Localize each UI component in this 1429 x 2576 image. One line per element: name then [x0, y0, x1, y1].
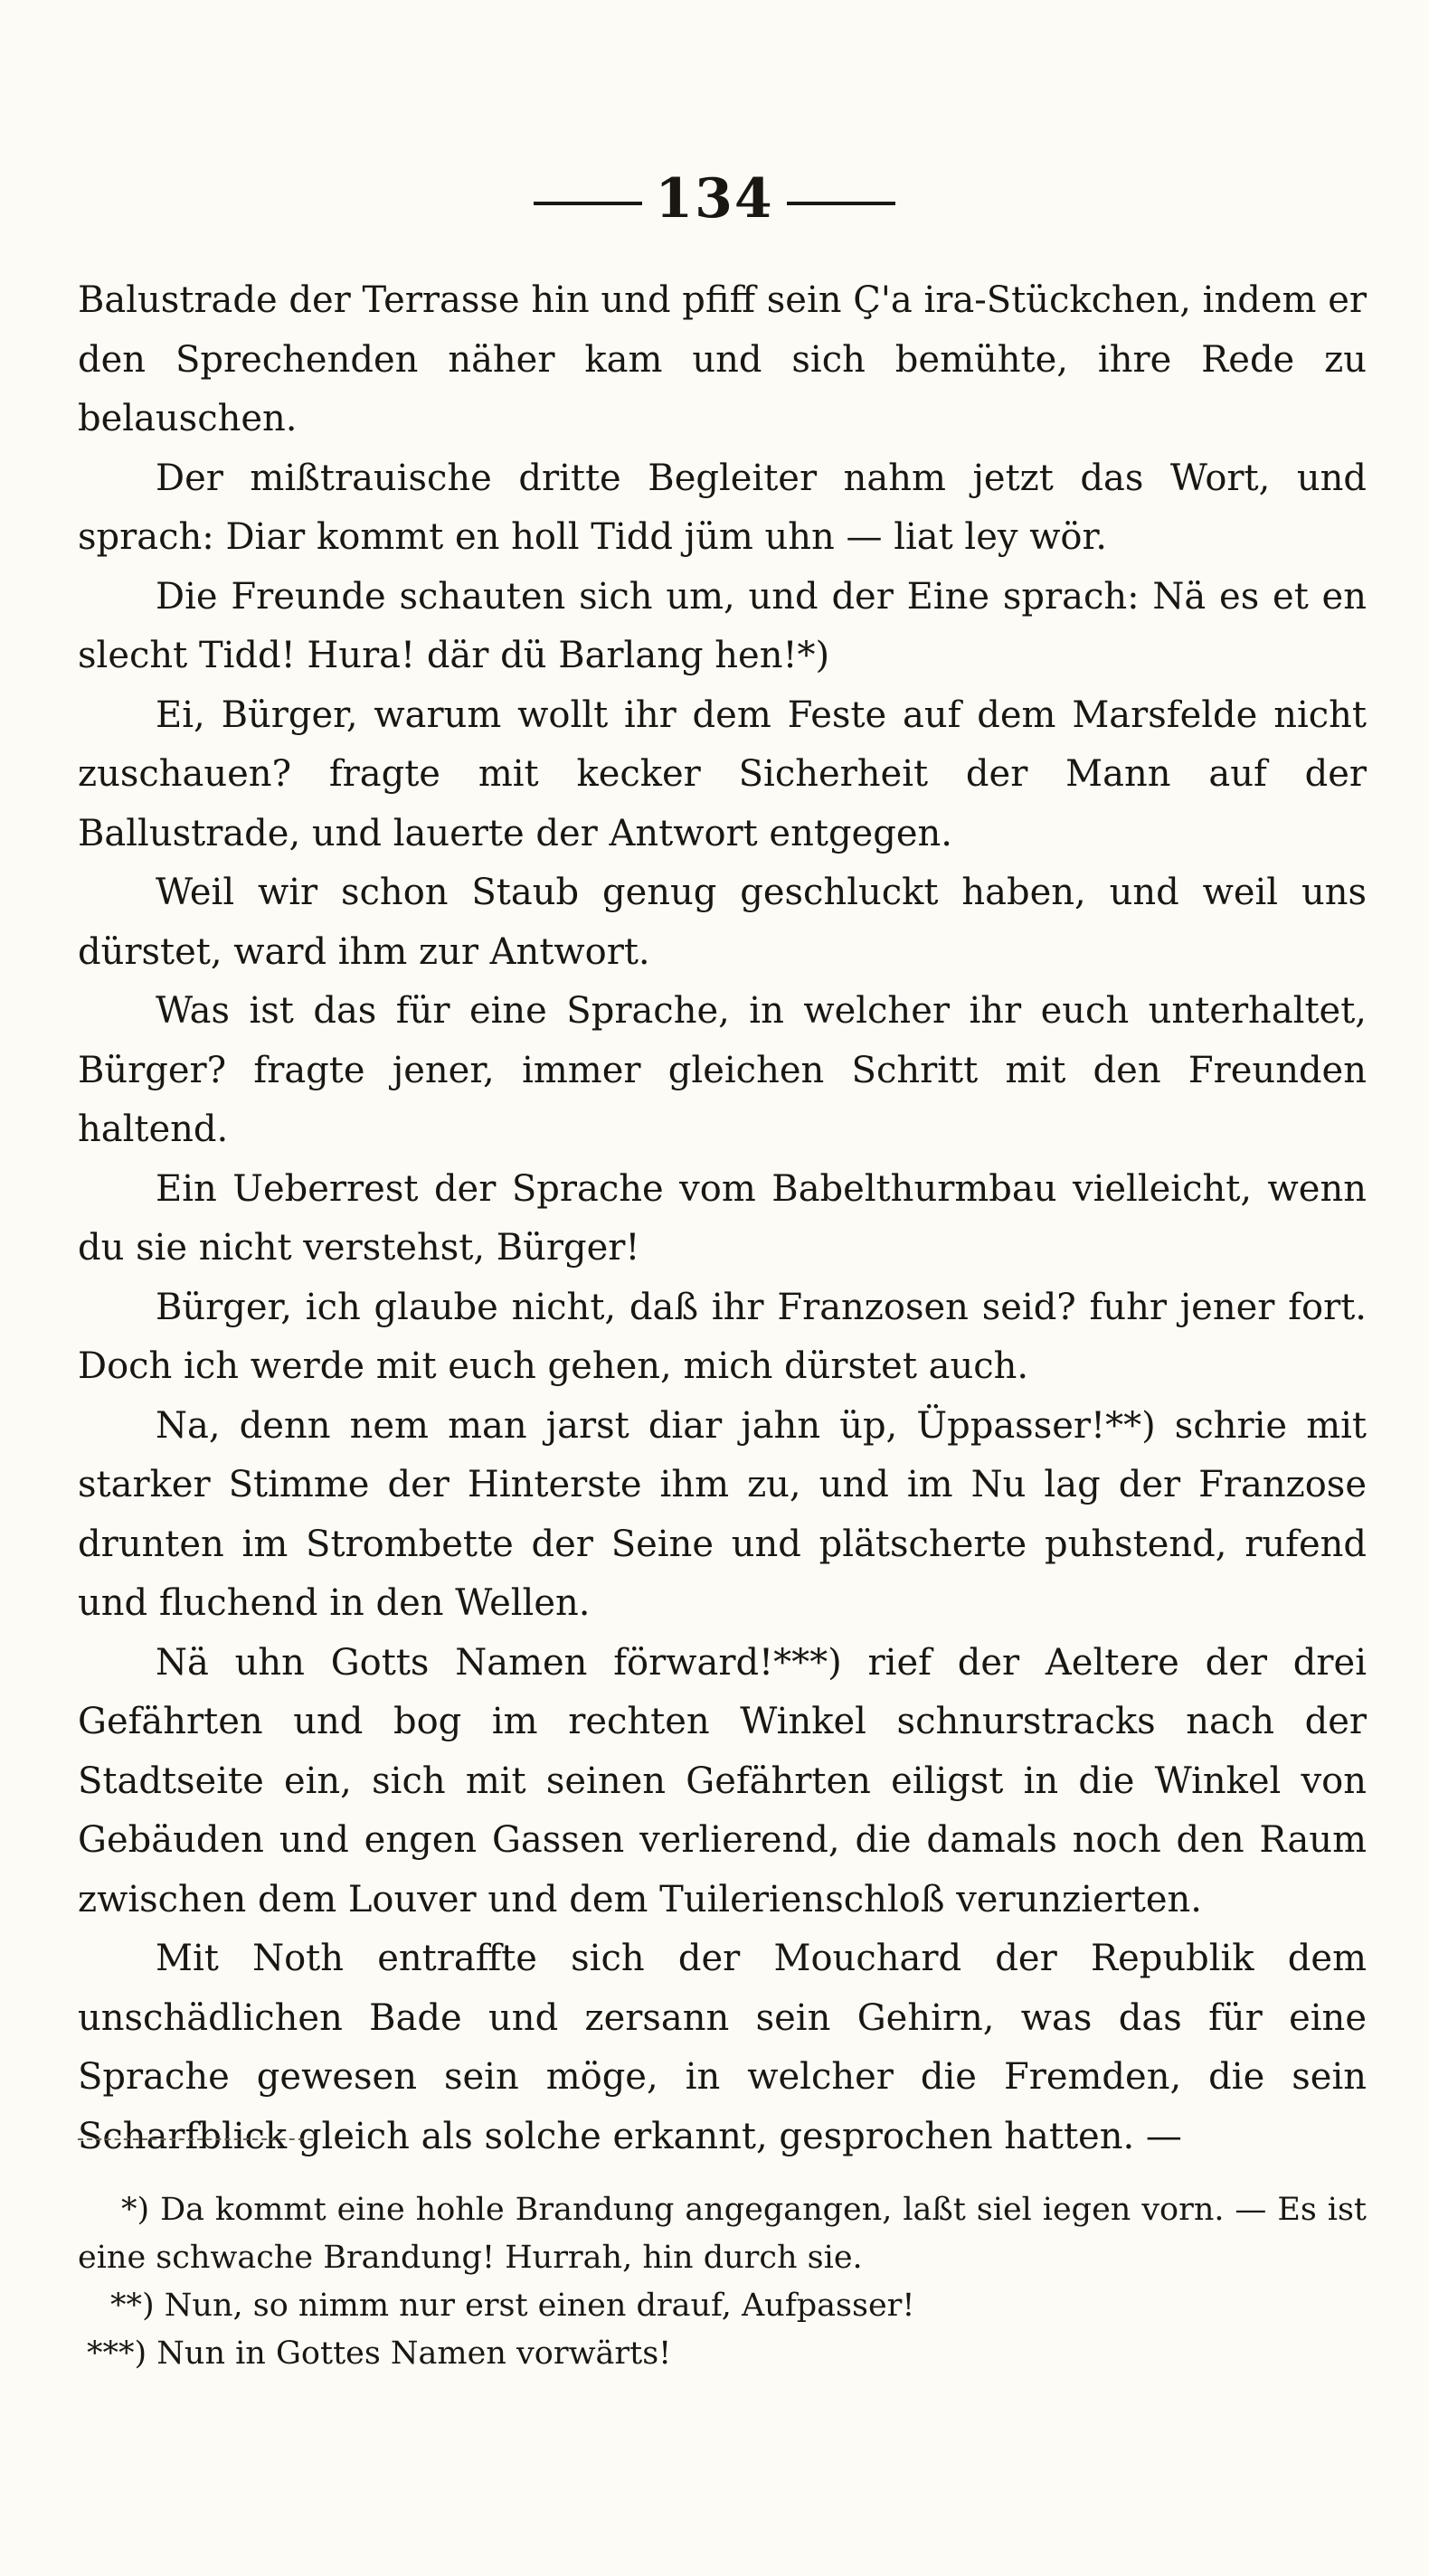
- paragraph: Weil wir schon Staub genug geschluckt haben, und weil uns dürstet, ward ihm zur Antwort.: [78, 872, 1367, 973]
- paragraph: Was ist das für eine Sprache, in welcher ihr euch unterhaltet, Bürger? fragte jener, immer gleichen Schritt mit den Freunden haltend.: [78, 990, 1367, 1150]
- page-header: [0, 163, 1429, 235]
- header-dash-left: [534, 202, 642, 205]
- paragraph: Ei, Bürger, warum wollt ihr dem Feste auf dem Marsfelde nicht zuschauen? fragte mit kecker Sicherheit der Mann auf der Ballustrade, und lauerte der Antwort entgegen.: [78, 694, 1367, 854]
- footnote: *) Da kommt eine hohle Brandung angegangen, laßt siel iegen vorn. — Es ist eine schwache Brandung! Hurrah, hin durch sie.: [78, 2192, 1367, 2276]
- body-text: [78, 271, 1367, 2166]
- page-number: 134: [655, 167, 774, 231]
- paragraph: Na, denn nem man jarst diar jahn üp, Üppasser!**) schrie mit starker Stimme der Hinterste ihm zu, und im Nu lag der Franzose drunten im Strombette der Seine und plätscherte puhstend, rufend und fluchend in den Wellen.: [78, 1404, 1367, 1624]
- footnote: **) Nun, so nimm nur erst einen drauf, Aufpasser!: [110, 2288, 915, 2324]
- header-dash-right: [787, 202, 895, 205]
- paragraph: Ein Ueberrest der Sprache vom Babelthurmbau vielleicht, wenn du sie nicht verstehst, Bürger!: [78, 1167, 1367, 1269]
- paragraph: Mit Noth entraffte sich der Mouchard der Republik dem unschädlichen Bade und zersann sein Gehirn, was das für eine Sprache gewesen sein möge, in welcher die Fremden, die sein Scharfblick gleich als solche erkannt, gesprochen hatten. —: [78, 1938, 1367, 2157]
- paragraph: Die Freunde schauten sich um, und der Eine sprach: Nä es et en slecht Tidd! Hura! där dü Barlang hen!*): [78, 575, 1367, 676]
- paragraph: Bürger, ich glaube nicht, daß ihr Franzosen seid? fuhr jener fort. Doch ich werde mit euch gehen, mich dürstet auch.: [78, 1286, 1367, 1387]
- paragraph: Der mißtrauische dritte Begleiter nahm jetzt das Wort, und sprach: Diar kommt en holl Tidd jüm uhn — liat ley wör.: [78, 457, 1367, 558]
- footnotes: [78, 2186, 1367, 2378]
- paragraph: Nä uhn Gotts Namen förward!***) rief der Aeltere der drei Gefährten und bog im rechten Winkel schnurstracks nach der Stadtseite ein, sich mit seinen Gefährten eiligst in die Winkel von Gebäuden und engen Gassen verlierend, die damals noch den Raum zwischen dem Louver und dem Tuilerienschloß verunzierten.: [78, 1641, 1367, 1920]
- footnote-divider: [78, 2138, 313, 2140]
- paragraph: Balustrade der Terrasse hin und pfiff sein Ç'a ira-Stückchen, indem er den Sprechenden näher kam und sich bemühte, ihre Rede zu belauschen.: [78, 279, 1367, 439]
- footnote: ***) Nun in Gottes Namen vorwärts!: [87, 2335, 672, 2372]
